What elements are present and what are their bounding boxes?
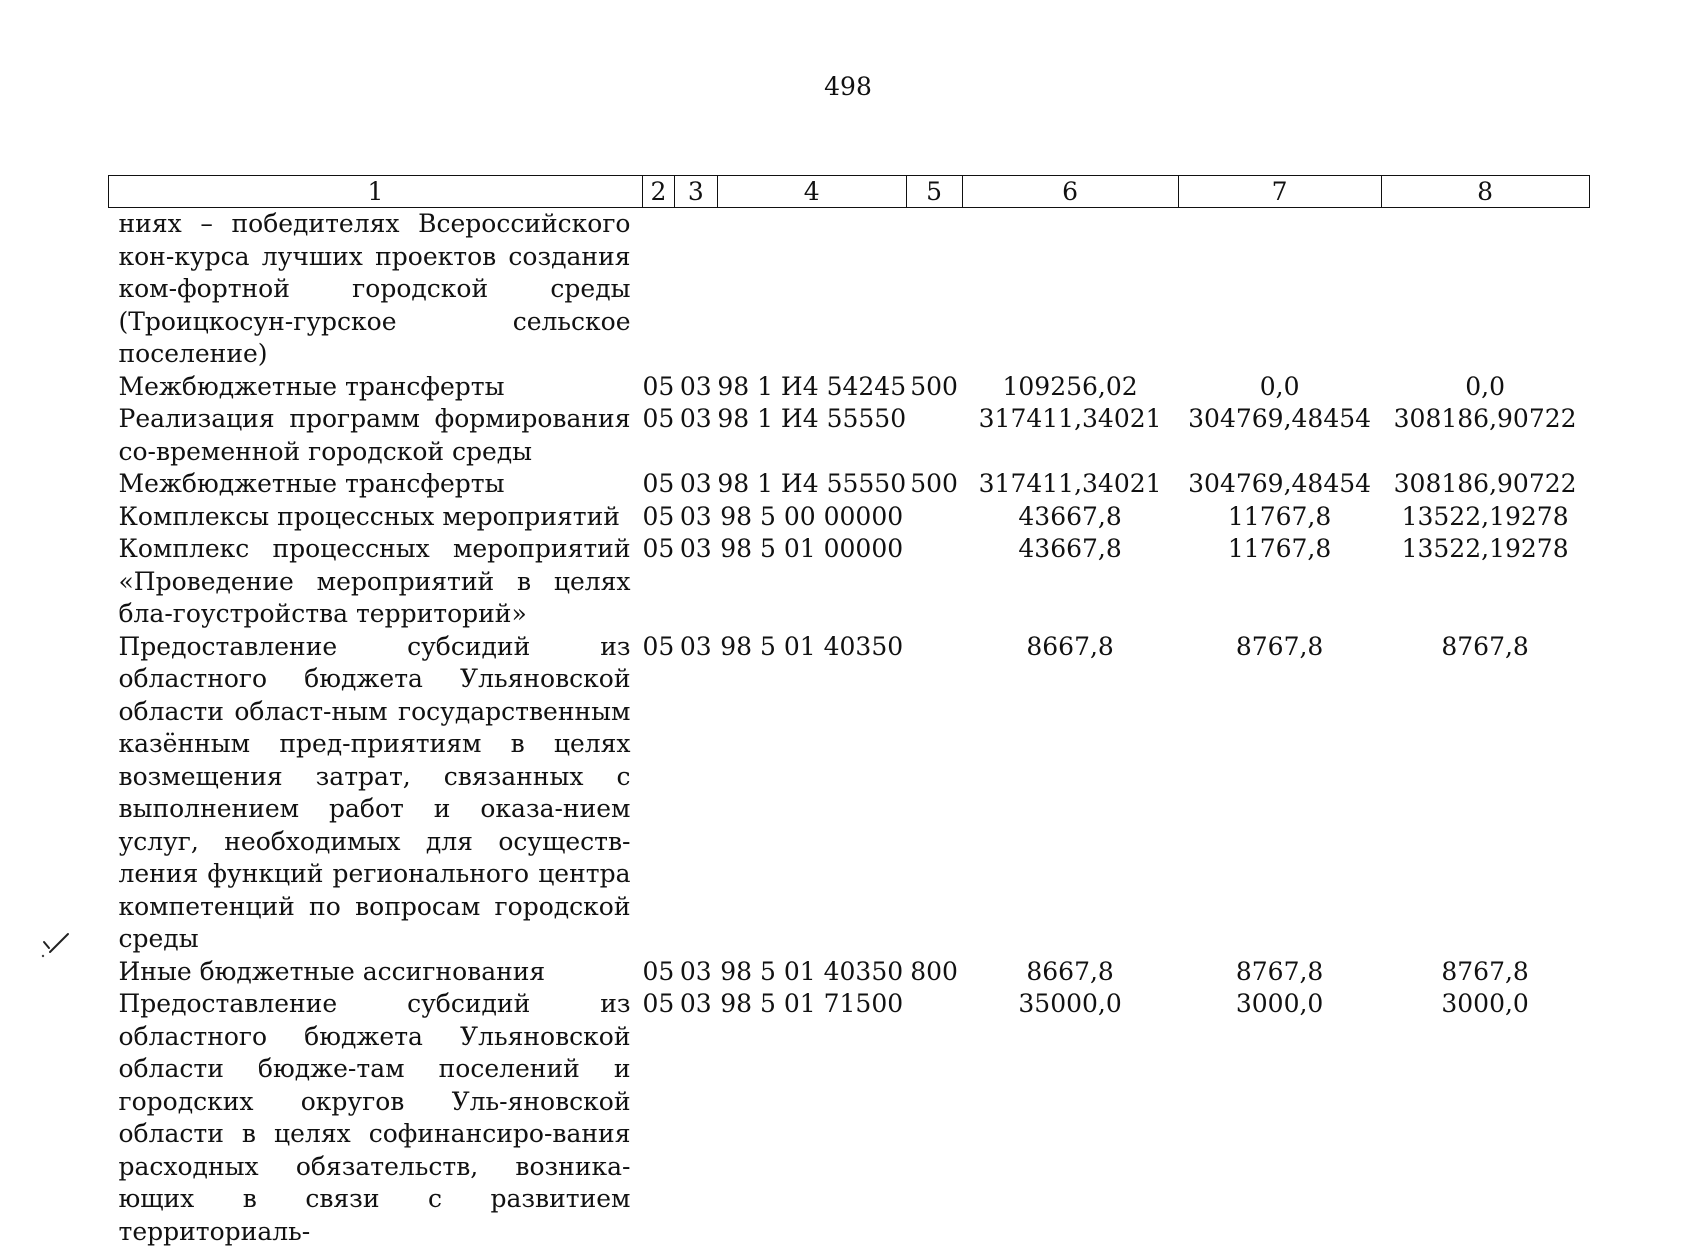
subsection-code: 03 bbox=[679, 371, 712, 401]
table-row bbox=[109, 501, 1590, 534]
expense-type-code bbox=[906, 208, 962, 371]
expense-name: Комплексы процессных мероприятий bbox=[118, 501, 620, 531]
amount-col-6: 43667,8 bbox=[1018, 534, 1122, 563]
column-header: 2 bbox=[643, 176, 675, 208]
subsection-code: 03 bbox=[679, 469, 712, 498]
table-header-row bbox=[109, 176, 1590, 208]
column-header: 4 bbox=[717, 176, 906, 208]
target-article-code: 98 5 01 00000 bbox=[720, 534, 904, 563]
amount-col-8: 308186,90722 bbox=[1393, 404, 1577, 433]
amount-col-8: 0,0 bbox=[1465, 371, 1505, 401]
amount-col-8: 3000,0 bbox=[1441, 989, 1529, 1018]
amount-col-7: 304769,48454 bbox=[1188, 404, 1372, 433]
subsection-code bbox=[674, 208, 717, 371]
page-number: 498 bbox=[824, 72, 872, 101]
section-code: 05 bbox=[642, 501, 675, 531]
expense-name: Иные бюджетные ассигнования bbox=[118, 956, 546, 986]
amount-col-8: 8767,8 bbox=[1441, 956, 1529, 986]
target-article-code: 98 1 И4 55550 bbox=[717, 469, 907, 498]
expense-type-code bbox=[906, 403, 962, 468]
expense-name: Предоставление субсидий из областного бюджета Ульяновской области област-ным государственным казённым пред-приятиям в целях возмещения затрат, связанных с выполнением работ и оказа-нием услуг, необходимых для осуществ-ления функций регионального центра компетенций по вопросам городской среды bbox=[118, 631, 631, 953]
expense-type-code: 500 bbox=[910, 371, 958, 401]
amount-col-6: 35000,0 bbox=[1018, 989, 1122, 1018]
target-article-code: 98 1 И4 54245 bbox=[717, 371, 907, 401]
subsection-code: 03 bbox=[679, 989, 712, 1018]
table-row bbox=[109, 956, 1590, 989]
section-code: 05 bbox=[642, 469, 675, 498]
amount-col-7: 11767,8 bbox=[1227, 501, 1332, 531]
subsection-code: 03 bbox=[679, 534, 712, 563]
section-code: 05 bbox=[642, 404, 675, 433]
target-article-code bbox=[717, 208, 906, 371]
amount-col-7: 0,0 bbox=[1259, 371, 1300, 401]
column-header: 8 bbox=[1381, 176, 1589, 208]
subsection-code: 03 bbox=[679, 501, 712, 531]
pen-check-mark-icon bbox=[40, 930, 72, 960]
section-code: 05 bbox=[642, 371, 675, 401]
table-row bbox=[109, 208, 1590, 371]
expense-type-code: 500 bbox=[910, 469, 958, 498]
subsection-code: 03 bbox=[679, 404, 712, 433]
amount-col-7 bbox=[1178, 208, 1381, 371]
amount-col-6: 8667,8 bbox=[1026, 631, 1114, 661]
amount-col-6: 317411,34021 bbox=[978, 469, 1162, 498]
column-header: 6 bbox=[962, 176, 1178, 208]
amount-col-8: 13522,19278 bbox=[1401, 534, 1569, 563]
amount-col-8: 8767,8 bbox=[1441, 631, 1529, 661]
amount-col-6: 8667,8 bbox=[1026, 956, 1114, 986]
amount-col-6: 43667,8 bbox=[1018, 501, 1122, 531]
amount-col-7: 3000,0 bbox=[1235, 989, 1324, 1018]
expense-name: Комплекс процессных мероприятий «Проведение мероприятий в целях бла-гоустройства территорий» bbox=[118, 534, 631, 628]
amount-col-7: 8767,8 bbox=[1235, 956, 1324, 986]
expense-name: Реализация программ формирования со-временной городской среды bbox=[118, 404, 631, 466]
subsection-code: 03 bbox=[679, 956, 712, 986]
amount-col-6: 109256,02 bbox=[1002, 371, 1138, 401]
amount-col-7: 11767,8 bbox=[1227, 534, 1332, 563]
amount-col-6 bbox=[962, 208, 1178, 371]
amount-col-7: 8767,8 bbox=[1235, 631, 1324, 661]
amount-col-8: 13522,19278 bbox=[1401, 501, 1569, 531]
target-article-code: 98 5 01 40350 bbox=[720, 631, 904, 661]
table-row bbox=[109, 371, 1590, 404]
section-code: 05 bbox=[642, 534, 675, 563]
table-row bbox=[109, 533, 1590, 631]
expense-name: ниях – победителях Всероссийского кон-курса лучших проектов создания ком-фортной городской среды (Троицкосун-гурское сельское поселение) bbox=[118, 209, 631, 368]
expense-type-code bbox=[906, 501, 962, 534]
target-article-code: 98 1 И4 55550 bbox=[717, 404, 907, 433]
section-code: 05 bbox=[642, 989, 675, 1018]
amount-col-8: 308186,90722 bbox=[1393, 469, 1577, 498]
expense-name: Межбюджетные трансферты bbox=[118, 371, 505, 401]
column-header: 1 bbox=[109, 176, 643, 208]
amount-col-7: 304769,48454 bbox=[1188, 469, 1372, 498]
section-code bbox=[643, 208, 675, 371]
table-row bbox=[109, 631, 1590, 956]
column-header: 5 bbox=[906, 176, 962, 208]
table-row bbox=[109, 468, 1590, 501]
column-header: 3 bbox=[674, 176, 717, 208]
target-article-code: 98 5 01 40350 bbox=[720, 956, 904, 986]
column-header: 7 bbox=[1178, 176, 1381, 208]
table-row bbox=[109, 403, 1590, 468]
expense-type-code bbox=[906, 988, 962, 1248]
target-article-code: 98 5 00 00000 bbox=[720, 501, 904, 531]
expense-type-code: 800 bbox=[910, 956, 958, 986]
budget-table bbox=[108, 175, 1590, 1248]
expense-name: Межбюджетные трансферты bbox=[118, 469, 505, 498]
section-code: 05 bbox=[642, 631, 675, 661]
target-article-code: 98 5 01 71500 bbox=[720, 989, 904, 1018]
amount-col-6: 317411,34021 bbox=[978, 404, 1162, 433]
expense-name: Предоставление субсидий из областного бюджета Ульяновской области бюдже-там поселений и городских округов Уль-яновской области в целях софинансиро-вания расходных обязательств, возника-ющих в связи с развитием территориаль- bbox=[118, 989, 631, 1246]
section-code: 05 bbox=[642, 956, 675, 986]
table-row bbox=[109, 988, 1590, 1248]
amount-col-8 bbox=[1381, 208, 1589, 371]
expense-type-code bbox=[906, 533, 962, 631]
subsection-code: 03 bbox=[679, 631, 712, 661]
expense-type-code bbox=[906, 631, 962, 956]
